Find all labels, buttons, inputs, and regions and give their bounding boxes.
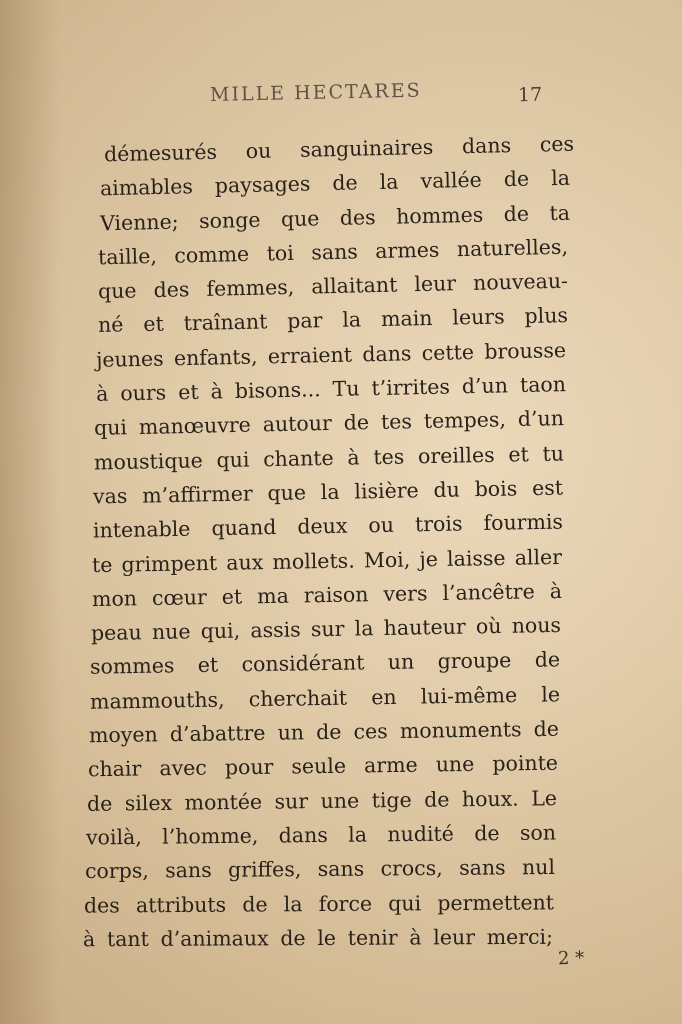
text-line: jeunes enfants, erraient dans cette brousse bbox=[95, 337, 567, 372]
text-line: des attributs de la force qui permettent bbox=[83, 889, 555, 918]
text-line: mammouths, cherchait en lui-même le bbox=[89, 682, 561, 714]
text-line: sommes et considérant un groupe de bbox=[89, 647, 561, 680]
text-line: chair avec pour seule arme une pointe bbox=[87, 751, 559, 782]
text-line: aimables paysages de la vallée de la bbox=[99, 165, 571, 201]
running-title: MILLE HECTARES bbox=[209, 79, 422, 106]
signature-mark: 2 * bbox=[557, 947, 585, 970]
page-number: 17 bbox=[517, 83, 543, 107]
text-line: voilà, l’homme, dans la nudité de son bbox=[85, 820, 557, 850]
text-line: corps, sans griffes, sans crocs, sans nul bbox=[84, 855, 556, 884]
text-line: moustique qui chante à tes oreilles et tu bbox=[93, 441, 565, 475]
text-line: de silex montée sur une tige de houx. Le bbox=[86, 785, 558, 816]
text-line: à ours et à bisons... Tu t’irrites d’un taon bbox=[95, 372, 567, 406]
text-line: intenable quand deux ou trois fourmis bbox=[92, 509, 564, 543]
text-line: que des femmes, allaitant leur nouveau- bbox=[97, 268, 569, 304]
text-line: te grimpent aux mollets. Moi, je laisse aller bbox=[91, 544, 563, 577]
text-line: à tant d’animaux de le tenir à leur merci; bbox=[82, 924, 554, 952]
body-text bbox=[82, 131, 575, 955]
text-line: démesurés ou sanguinaires dans ces bbox=[103, 131, 575, 167]
text-line: né et traînant par la main leurs plus bbox=[97, 303, 569, 338]
text-line: moyen d’abattre un de ces monuments de bbox=[88, 716, 560, 748]
text-line: vas m’affirmer que la lisière du bois est bbox=[92, 475, 564, 509]
text-line: peau nue qui, assis sur la hauteur où nous bbox=[90, 613, 562, 646]
text-line: mon cœur et ma raison vers l’ancêtre à bbox=[91, 578, 563, 611]
text-line: qui manœuvre autour de tes tempes, d’un bbox=[93, 406, 565, 441]
text-line: taille, comme toi sans armes naturelles, bbox=[97, 234, 569, 270]
text-line: Vienne; songe que des hommes de ta bbox=[99, 200, 571, 235]
page-edge-shadow bbox=[0, 0, 60, 1024]
